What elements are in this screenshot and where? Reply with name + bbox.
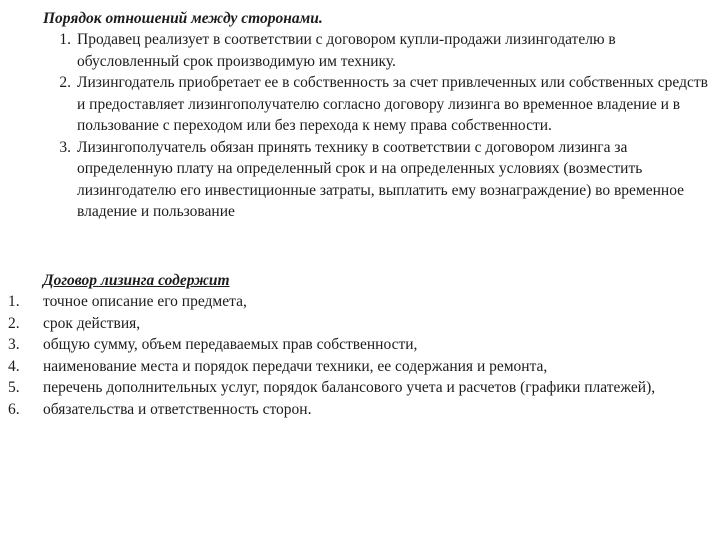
list-item: [8, 334, 703, 356]
list-item: [8, 377, 703, 399]
list-item: [8, 356, 703, 378]
relations-heading: Порядок отношений между сторонами.: [43, 10, 323, 27]
list-item-number: 1.: [59, 31, 71, 48]
list-item-number: 5.: [8, 379, 20, 396]
list-item-text: Продавец реализует в соответствии с договором купли-продажи лизингодателю в обусловленный срок производимую им технику.: [77, 31, 616, 70]
list-item: [8, 291, 703, 313]
list-item-number: 3.: [8, 336, 20, 353]
contract-heading: Договор лизинга содержит: [43, 272, 230, 289]
list-item-number: 1.: [8, 293, 20, 310]
list-item-text: обязательства и ответственность сторон.: [43, 400, 312, 418]
list-item-number: 2.: [59, 74, 71, 91]
contract-contents-list: [8, 291, 703, 420]
list-item-text: общую сумму, объем передаваемых прав собственности,: [43, 336, 418, 353]
list-item-number: 3.: [59, 138, 71, 156]
list-item-text: точное описание его предмета,: [43, 293, 247, 310]
list-item-number: 2.: [8, 314, 20, 332]
relations-list: [59, 29, 710, 223]
list-item: [59, 137, 710, 223]
list-item-text: Лизингополучатель обязан принять технику в соответствии с договором лизинга за определенную плату на определенный срок и на определенных условиях (возместить лизингодателю его инвестиционные затраты, выплатить ему вознаграждение) во временное владение и пользование: [77, 138, 685, 220]
list-item-number: 6.: [8, 400, 20, 418]
list-item-number: 4.: [8, 357, 20, 375]
list-item-text: Лизингодатель приобретает ее в собственность за счет привлеченных или собственных средств и предоставляет лизингополучателю согласно договору лизинга во временное владение и в пользование с переходом или без перехода к нему права собственности.: [77, 74, 708, 134]
list-item: [59, 72, 710, 137]
list-item-text: перечень дополнительных услуг, порядок балансового учета и расчетов (графики платежей),: [43, 379, 656, 396]
list-item-text: срок действия,: [43, 314, 141, 332]
list-item-text: наименование места и порядок передачи техники, ее содержания и ремонта,: [43, 357, 548, 375]
list-item: [8, 313, 703, 335]
list-item: [8, 399, 703, 421]
list-item: [59, 29, 710, 72]
